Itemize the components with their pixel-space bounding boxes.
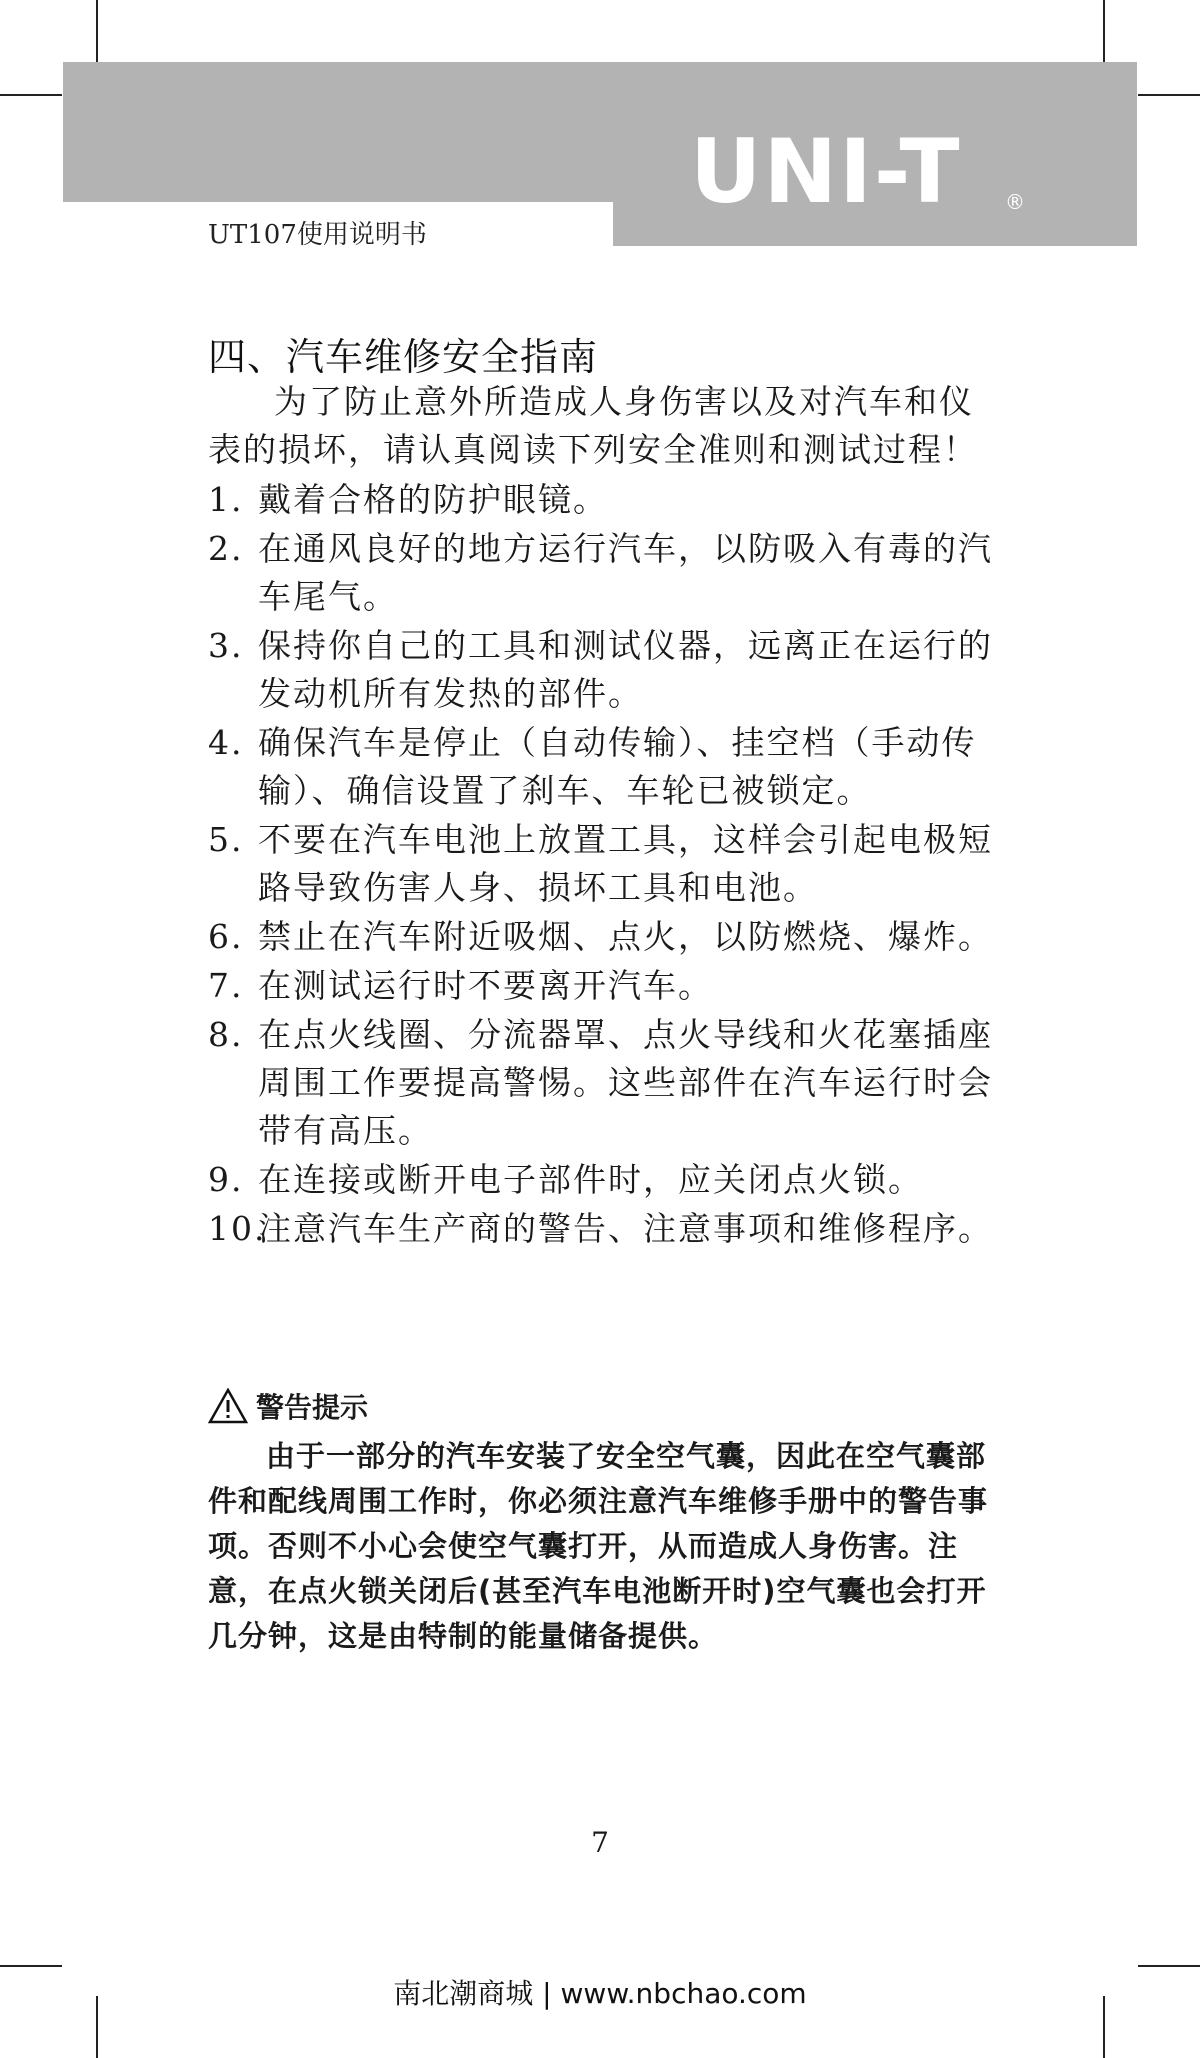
warning-triangle-icon (208, 1388, 248, 1424)
list-item (208, 962, 998, 1010)
item-text: 注意汽车生产商的警告、注意事项和维修程序。 (258, 1209, 993, 1248)
manual-title: UT107使用说明书 (208, 220, 427, 250)
item-text: 在点火线圈、分流器罩、点火导线和火花塞插座周围工作要提高警惕。这些部件在汽车运行时会带有高压。 (258, 1015, 993, 1150)
list-item (208, 816, 998, 912)
crop-mark (1138, 1965, 1200, 1967)
item-number: 2. (208, 529, 244, 568)
registered-mark: ® (1005, 190, 1025, 214)
item-text: 在测试运行时不要离开汽车。 (258, 966, 713, 1005)
header-banner (63, 62, 1137, 202)
item-text: 在通风良好的地方运行汽车，以防吸入有毒的汽车尾气。 (258, 529, 993, 616)
item-number: 5. (208, 820, 244, 859)
crop-mark (0, 1965, 62, 1967)
list-item (208, 719, 998, 815)
item-text: 保持你自己的工具和测试仪器，远离正在运行的发动机所有发热的部件。 (258, 626, 993, 713)
brand-logo: UNI-T (690, 120, 962, 223)
item-text: 不要在汽车电池上放置工具，这样会引起电极短路导致伤害人身、损坏工具和电池。 (258, 820, 993, 907)
list-item (208, 1205, 998, 1253)
list-item (208, 476, 998, 524)
item-number: 10. (208, 1209, 267, 1248)
item-number: 6. (208, 917, 244, 956)
list-item (208, 1011, 998, 1155)
crop-mark (0, 94, 62, 96)
crop-mark (96, 0, 98, 62)
warning-heading (208, 1386, 368, 1426)
item-text: 戴着合格的防护眼镜。 (258, 480, 608, 519)
crop-mark (1138, 94, 1200, 96)
item-number: 7. (208, 966, 244, 1005)
crop-mark (1103, 0, 1105, 62)
list-item (208, 622, 998, 718)
item-number: 3. (208, 626, 244, 665)
safety-list (208, 476, 998, 1254)
page-number: 7 (591, 1826, 609, 1859)
footer-watermark: 南北潮商城 | www.nbchao.com (393, 1977, 807, 2010)
list-item (208, 525, 998, 621)
item-number: 1. (208, 480, 244, 519)
section-title: 四、汽车维修安全指南 (208, 335, 599, 379)
item-text: 在连接或断开电子部件时，应关闭点火锁。 (258, 1160, 923, 1199)
item-number: 8. (208, 1015, 244, 1054)
list-item (208, 1156, 998, 1204)
item-text: 禁止在汽车附近吸烟、点火，以防燃烧、爆炸。 (258, 917, 993, 956)
item-number: 4. (208, 723, 244, 762)
warning-text: 由于一部分的汽车安装了安全空气囊，因此在空气囊部件和配线周围工作时，你必须注意汽车维修手册中的警告事项。否则不小心会使空气囊打开，从而造成人身伤害。注意，在点火锁关闭后(甚至汽车电池断开时)空气囊也会打开几分钟，这是由特制的能量储备提供。 (208, 1439, 989, 1653)
warning-title: 警告提示 (256, 1391, 369, 1424)
list-item (208, 913, 998, 961)
item-number: 9. (208, 1160, 244, 1199)
section-intro: 为了防止意外所造成人身伤害以及对汽车和仪表的损坏，请认真阅读下列安全准则和测试过程！ (208, 382, 978, 469)
item-text: 确保汽车是停止（自动传输）、挂空档（手动传输）、确信设置了刹车、车轮已被锁定。 (258, 723, 977, 810)
